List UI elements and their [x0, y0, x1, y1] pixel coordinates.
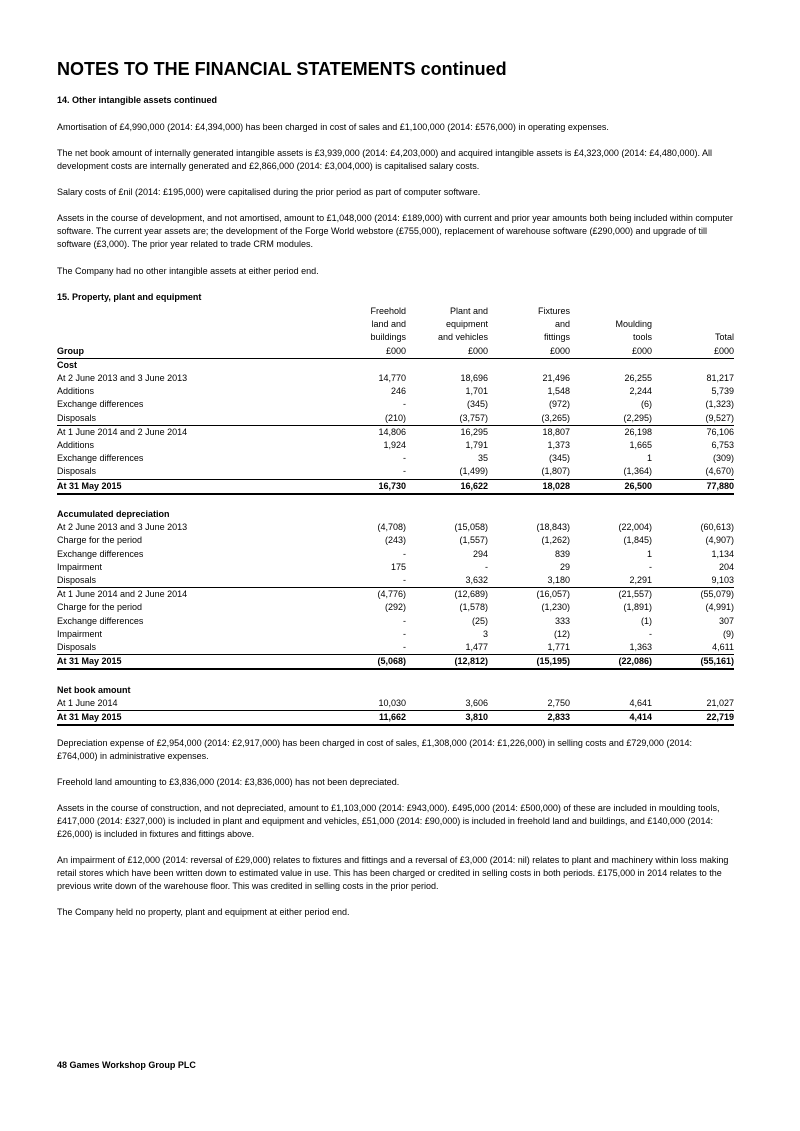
table-cell: (210) — [384, 412, 406, 423]
page-title: NOTES TO THE FINANCIAL STATEMENTS continued — [57, 59, 507, 79]
table-row — [57, 508, 734, 521]
table-cell: 333 — [554, 615, 570, 626]
note-14-paragraph: Salary costs of £nil (2014: £195,000) were capitalised during the prior period as part of computer software. — [57, 187, 481, 197]
table-row — [57, 697, 734, 711]
header-label — [57, 305, 319, 318]
table-cell: 16,295 — [406, 425, 488, 439]
header-row — [57, 318, 734, 331]
column-header: £000 — [652, 345, 734, 359]
note-15-paragraph: Freehold land amounting to £3,836,000 (2014: £3,836,000) has not been depreciated. — [57, 777, 400, 787]
table-cell: 18,807 — [488, 425, 570, 439]
table-cell: 21,027 — [706, 697, 734, 708]
table-cell: 26,500 — [570, 479, 652, 494]
column-header: Plant and — [449, 306, 488, 316]
note-14-heading: 14. Other intangible assets continued — [57, 95, 218, 105]
table-row — [57, 711, 734, 726]
table-cell: (243) — [384, 535, 406, 546]
column-header: £000 — [406, 345, 488, 359]
row-label: Exchange differences — [57, 453, 144, 464]
table-cell: (6) — [641, 399, 652, 410]
row-label: At 2 June 2013 and 3 June 2013 — [57, 373, 188, 384]
table-cell — [488, 669, 570, 683]
table-cell: 22,719 — [652, 711, 734, 726]
table-cell: (12) — [553, 628, 570, 639]
table-row — [57, 358, 734, 372]
table-cell — [406, 494, 488, 508]
table-cell — [652, 358, 734, 372]
row-label: Charge for the period — [57, 535, 143, 546]
table-cell: (4,670) — [705, 466, 734, 477]
column-header: buildings — [370, 332, 406, 343]
column-header: and vehicles — [437, 332, 488, 343]
table-cell: 294 — [472, 548, 488, 559]
table-cell — [570, 358, 652, 372]
row-label — [57, 494, 319, 508]
table-cell: (60,613) — [700, 522, 734, 533]
table-cell — [488, 508, 570, 521]
table-cell: (1,499) — [459, 466, 488, 477]
table-cell: 3 — [482, 628, 488, 639]
table-cell: (22,004) — [618, 522, 652, 533]
table-row — [57, 615, 734, 628]
note-14-paragraph: Amortisation of £4,990,000 (2014: £4,394,000) has been charged in cost of sales and £1,100,000 (2014: £576,000) in operating expenses. — [57, 122, 609, 132]
table-cell: (12,812) — [406, 655, 488, 670]
row-label: At 2 June 2013 and 3 June 2013 — [57, 522, 188, 533]
table-cell: (16,057) — [488, 588, 570, 602]
table-cell: 10,030 — [378, 697, 406, 708]
table-cell: (1,323) — [705, 399, 734, 410]
table-cell: 14,770 — [378, 373, 406, 384]
table-cell: 18,696 — [460, 373, 488, 384]
table-cell: 1,701 — [465, 386, 488, 397]
table-cell: - — [403, 466, 406, 477]
header-label: Group — [57, 345, 319, 359]
table-cell: 26,198 — [570, 425, 652, 439]
table-cell: 26,255 — [624, 373, 652, 384]
column-header: and — [554, 319, 570, 330]
row-label: Impairment — [57, 628, 103, 639]
table-row — [57, 628, 734, 641]
row-label: At 1 June 2014 and 2 June 2014 — [57, 588, 319, 602]
header-row — [57, 331, 734, 344]
row-label: Disposals — [57, 642, 97, 653]
table-cell — [488, 358, 570, 372]
table-cell: - — [403, 642, 406, 653]
table-row — [57, 412, 734, 426]
column-header: Total — [714, 332, 734, 343]
table-cell: (21,557) — [570, 588, 652, 602]
row-label: At 31 May 2015 — [57, 479, 319, 494]
column-header: £000 — [488, 345, 570, 359]
table-row — [57, 372, 734, 385]
row-label: Exchange differences — [57, 548, 144, 559]
table-cell — [652, 669, 734, 683]
note-15-paragraph: The Company held no property, plant and equipment at either period end. — [57, 907, 350, 917]
column-header: land and — [371, 319, 406, 330]
table-cell: (4,907) — [705, 535, 734, 546]
note-15-heading: 15. Property, plant and equipment — [57, 292, 202, 302]
column-header: equipment — [445, 319, 488, 330]
table-cell — [488, 684, 570, 697]
table-cell: (55,079) — [652, 588, 734, 602]
row-label — [57, 669, 319, 683]
table-cell — [406, 684, 488, 697]
table-cell: - — [485, 561, 488, 572]
note-15-paragraph: Depreciation expense of £2,954,000 (2014: £2,917,000) has been charged in cost of sales, £1,308,000 (2014: £1,226,000) in selling costs and £729,000 (2014: £764,000) in administrative expenses. — [57, 738, 692, 761]
row-label: Disposals — [57, 575, 97, 586]
table-cell: 2,291 — [629, 575, 652, 586]
column-header: Fixtures — [537, 306, 570, 316]
table-cell — [406, 358, 488, 372]
column-header — [652, 305, 734, 318]
table-cell: (972) — [548, 399, 570, 410]
table-cell — [570, 508, 652, 521]
table-cell: 6,753 — [711, 440, 734, 451]
column-header: Freehold — [370, 306, 406, 316]
table-cell: (2,295) — [623, 412, 652, 423]
table-row — [57, 398, 734, 411]
table-cell: (3,265) — [541, 412, 570, 423]
table-cell: (5,068) — [319, 655, 406, 670]
row-label: At 31 May 2015 — [57, 711, 319, 726]
table-cell: 2,750 — [547, 697, 570, 708]
table-cell: 2,244 — [629, 386, 652, 397]
table-cell: 77,880 — [652, 479, 734, 494]
row-label: At 1 June 2014 and 2 June 2014 — [57, 425, 319, 439]
table-cell — [319, 494, 406, 508]
table-cell: 1,134 — [711, 548, 734, 559]
table-cell: 3,180 — [547, 575, 570, 586]
table-cell — [406, 508, 488, 521]
table-cell — [319, 508, 406, 521]
table-cell: 5,739 — [711, 386, 734, 397]
table-cell: 21,496 — [542, 373, 570, 384]
table-row — [57, 601, 734, 614]
table-cell — [652, 684, 734, 697]
table-row — [57, 655, 734, 670]
note-14-paragraph: The Company had no other intangible assets at either period end. — [57, 266, 319, 276]
table-cell — [319, 358, 406, 372]
table-cell: 246 — [390, 386, 406, 397]
table-cell: (15,195) — [488, 655, 570, 670]
table-cell: 307 — [718, 615, 734, 626]
table-cell: - — [403, 575, 406, 586]
table-cell: (4,708) — [377, 522, 406, 533]
table-row — [57, 479, 734, 494]
table-cell: (1,262) — [541, 535, 570, 546]
table-cell: 1,924 — [383, 440, 406, 451]
table-cell: 839 — [554, 548, 570, 559]
row-label: At 31 May 2015 — [57, 655, 319, 670]
table-cell — [652, 508, 734, 521]
table-cell: (15,058) — [454, 522, 488, 533]
table-row — [57, 574, 734, 588]
table-cell: (22,086) — [570, 655, 652, 670]
table-cell: 204 — [718, 561, 734, 572]
table-cell: (1,578) — [459, 602, 488, 613]
table-cell: 9,103 — [711, 575, 734, 586]
table-row — [57, 641, 734, 655]
table-cell — [319, 684, 406, 697]
table-row — [57, 561, 734, 574]
table-cell: 1,477 — [465, 642, 488, 653]
header-row — [57, 305, 734, 318]
table-row — [57, 465, 734, 479]
table-cell: - — [403, 548, 406, 559]
table-cell: - — [403, 615, 406, 626]
table-cell: - — [403, 628, 406, 639]
table-row — [57, 425, 734, 439]
table-cell: (9) — [723, 628, 734, 639]
table-cell: - — [649, 561, 652, 572]
column-header — [652, 318, 734, 331]
table-cell: - — [649, 628, 652, 639]
table-row — [57, 534, 734, 547]
table-cell: (1,891) — [623, 602, 652, 613]
table-cell: (4,776) — [319, 588, 406, 602]
table-cell — [570, 669, 652, 683]
column-header: £000 — [570, 345, 652, 359]
table-cell: - — [403, 453, 406, 464]
ppe-table-header — [57, 305, 734, 358]
column-header: tools — [632, 332, 652, 343]
table-cell: (345) — [548, 453, 570, 464]
row-label: Additions — [57, 440, 95, 451]
note-14-paragraph: Assets in the course of development, and not amortised, amount to £1,048,000 (2014: £189,000) with current and prior year amounts both being included within computer software. The current year assets are; the development of the Forge World webstore (£755,000), replacement of warehouse software (£290,000) and upgrade of till software (£3,000). The prior year related to trade CRM modules. — [57, 213, 733, 249]
table-cell: 3,632 — [465, 575, 488, 586]
column-header — [570, 305, 652, 318]
table-cell: - — [403, 399, 406, 410]
table-cell: 2,833 — [488, 711, 570, 726]
note-14-paragraph: The net book amount of internally generated intangible assets is £3,939,000 (2014: £4,203,000) and acquired intangible assets is £4,323,000 (2014: £4,480,000). All development costs are internally generated and £2,866,000 (2014: £3,004,000) is capitalised salary costs. — [57, 148, 712, 171]
table-cell: 1,791 — [465, 440, 488, 451]
table-cell: 35 — [477, 453, 488, 464]
table-cell: 4,611 — [712, 642, 734, 653]
table-cell: 1 — [646, 548, 652, 559]
table-cell: 1 — [646, 453, 652, 464]
table-cell — [570, 684, 652, 697]
table-cell: 4,414 — [570, 711, 652, 726]
table-cell: (1) — [641, 615, 652, 626]
table-cell: (345) — [466, 399, 488, 410]
ppe-table — [57, 305, 734, 726]
table-cell: (18,843) — [536, 522, 570, 533]
row-label: Exchange differences — [57, 615, 144, 626]
table-cell: (1,557) — [459, 535, 488, 546]
row-label: Charge for the period — [57, 602, 143, 613]
table-cell: (4,991) — [705, 602, 734, 613]
table-cell: 18,028 — [488, 479, 570, 494]
row-label: Accumulated depreciation — [57, 509, 170, 520]
table-cell: (55,161) — [652, 655, 734, 670]
table-cell: (1,845) — [623, 535, 652, 546]
table-cell — [406, 669, 488, 683]
table-row — [57, 521, 734, 534]
table-row — [57, 588, 734, 602]
table-row — [57, 494, 734, 508]
table-cell: 1,665 — [629, 440, 652, 451]
note-15-paragraph: An impairment of £12,000 (2014: reversal of £29,000) relates to fixtures and fittings and a reversal of £3,000 (2014: nil) relates to plant and machinery within loss making retail stores which have been written down to estimated value in use. This has been charged or credited in selling costs in both periods. £175,000 in 2014 relates to the previous write down of the warehouse floor. This was credited in selling costs in the prior period. — [57, 855, 729, 891]
table-cell: 16,730 — [319, 479, 406, 494]
table-cell: 29 — [559, 561, 570, 572]
header-label — [57, 318, 319, 331]
page-footer: 48 Games Workshop Group PLC — [57, 1060, 196, 1070]
table-cell: 3,810 — [406, 711, 488, 726]
table-row — [57, 669, 734, 683]
table-row — [57, 439, 734, 452]
column-header: Moulding — [615, 319, 652, 330]
table-cell: 11,662 — [319, 711, 406, 726]
table-cell: (309) — [712, 453, 734, 464]
table-cell: (3,757) — [459, 412, 488, 423]
table-cell: (12,689) — [406, 588, 488, 602]
table-cell: (9,527) — [705, 412, 734, 423]
table-cell: 3,606 — [465, 697, 488, 708]
table-cell: 1,771 — [547, 642, 570, 653]
ppe-table-body — [57, 358, 734, 725]
table-cell: 1,363 — [629, 642, 652, 653]
row-label: Additions — [57, 386, 95, 397]
table-cell: 16,622 — [406, 479, 488, 494]
row-label: Impairment — [57, 561, 103, 572]
row-label: Exchange differences — [57, 399, 144, 410]
table-cell — [488, 494, 570, 508]
table-cell: 1,548 — [547, 386, 570, 397]
table-cell — [652, 494, 734, 508]
table-cell: 175 — [390, 561, 406, 572]
row-label: Disposals — [57, 412, 97, 423]
table-cell: 4,641 — [629, 697, 652, 708]
table-cell: (25) — [471, 615, 488, 626]
note-15-paragraph: Assets in the course of construction, and not depreciated, amount to £1,103,000 (2014: £943,000). £495,000 (2014: £500,000) of these are included in moulding tools, £417,000 (2014: £327,000) is included in plant and equipment and vehicles, £51,000 (2014: £90,000) is included in freehold land and buildings, and £140,000 (2014: £26,000) is included in fixtures and fittings above. — [57, 803, 720, 839]
table-cell — [319, 669, 406, 683]
table-cell: 1,373 — [547, 440, 570, 451]
table-row — [57, 385, 734, 398]
table-row — [57, 684, 734, 697]
table-cell: (292) — [384, 602, 406, 613]
column-header: fittings — [543, 332, 570, 343]
header-row — [57, 345, 734, 359]
header-label — [57, 331, 319, 344]
table-cell: 81,217 — [706, 373, 734, 384]
table-cell — [570, 494, 652, 508]
row-label: Disposals — [57, 466, 97, 477]
table-cell: 14,806 — [319, 425, 406, 439]
table-cell: (1,807) — [541, 466, 570, 477]
row-label: At 1 June 2014 — [57, 697, 118, 708]
row-label: Cost — [57, 359, 77, 370]
row-label: Net book amount — [57, 684, 131, 695]
table-cell: (1,364) — [623, 466, 652, 477]
table-row — [57, 452, 734, 465]
table-cell: 76,106 — [652, 425, 734, 439]
column-header: £000 — [319, 345, 406, 359]
table-row — [57, 548, 734, 561]
table-cell: (1,230) — [541, 602, 570, 613]
